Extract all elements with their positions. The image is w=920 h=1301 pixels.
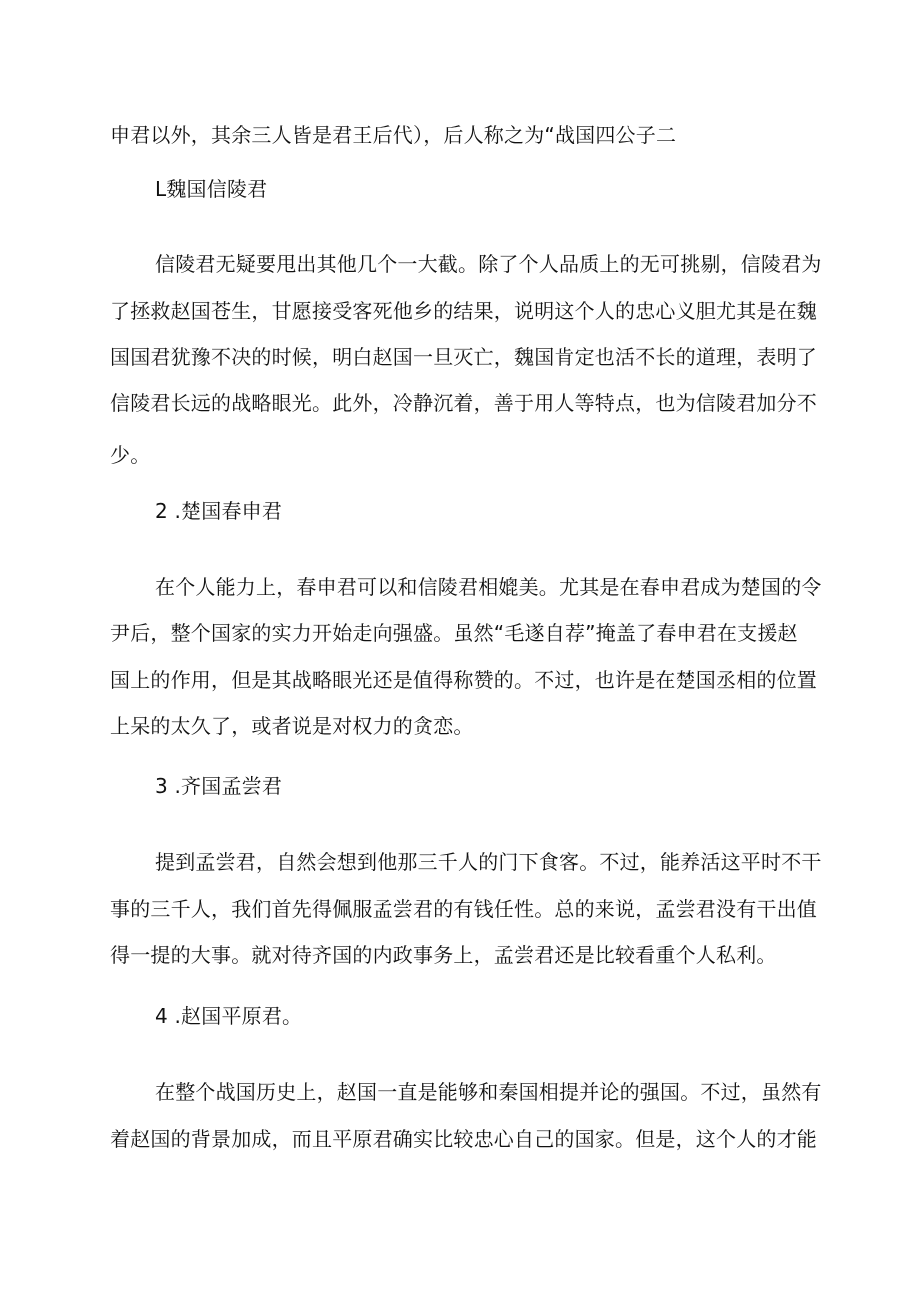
paragraph-line: 尹后，整个国家的实力开始走向强盛。虽然“毛遂自荐”掩盖了春申君在支援赵 bbox=[110, 621, 798, 645]
paragraph-line: 在个人能力上，春申君可以和信陵君相媲美。尤其是在春申君成为楚国的令 bbox=[155, 575, 822, 599]
paragraph-line: 提到孟尝君，自然会想到他那三千人的门下食客。不过，能养活这平时不干 bbox=[155, 850, 822, 874]
paragraph-line: 事的三千人，我们首先得佩服孟尝君的有钱任性。总的来说，孟尝君没有干出值 bbox=[110, 897, 817, 921]
section-heading-1: L魏国信陵君 bbox=[155, 177, 268, 201]
paragraph-line: 国上的作用，但是其战略眼光还是值得称赞的。不过，也许是在楚国丞相的位置 bbox=[110, 668, 817, 692]
paragraph-line: 少。 bbox=[110, 443, 151, 467]
paragraph-line: 上呆的太久了，或者说是对权力的贪恋。 bbox=[110, 714, 474, 738]
paragraph-line: 在整个战国历史上，赵国一直是能够和秦国相提并论的强国。不过，虽然有 bbox=[155, 1080, 822, 1104]
paragraph-line: 着赵国的背景加成，而且平原君确实比较忠心自己的国家。但是，这个人的才能 bbox=[110, 1127, 817, 1151]
section-heading-3: 3 .齐国孟尝君 bbox=[155, 774, 283, 798]
paragraph-line: 国国君犹豫不决的时候，明白赵国一旦灭亡，魏国肯定也活不长的道理，表明了 bbox=[110, 345, 817, 369]
paragraph-line: 信陵君无疑要甩出其他几个一大截。除了个人品质上的无可挑剔，信陵君为 bbox=[155, 252, 822, 276]
section-heading-4: 4 .赵国平原君。 bbox=[155, 1004, 303, 1028]
paragraph-line: 信陵君长远的战略眼光。此外，冷静沉着，善于用人等特点，也为信陵君加分不 bbox=[110, 391, 817, 415]
paragraph-line: 得一提的大事。就对待齐国的内政事务上，孟尝君还是比较看重个人私利。 bbox=[110, 943, 777, 967]
intro-line: 申君以外，其余三人皆是君王后代），后人称之为“战国四公子二 bbox=[110, 123, 677, 147]
section-heading-2: 2 .楚国春申君 bbox=[155, 499, 283, 523]
paragraph-line: 了拯救赵国苍生，甘愿接受客死他乡的结果，说明这个人的忠心义胆尤其是在魏 bbox=[110, 299, 817, 323]
